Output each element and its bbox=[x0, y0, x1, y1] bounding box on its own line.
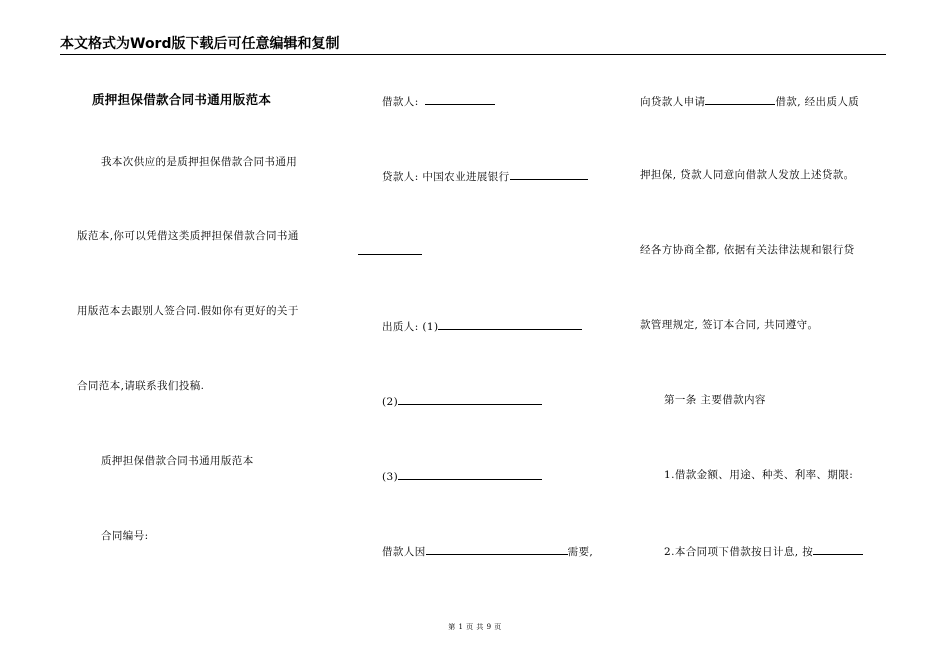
borrower-need-line bbox=[382, 543, 593, 559]
pledger-2-blank bbox=[398, 393, 542, 405]
pledger-1-label: 出质人: (1) bbox=[382, 321, 439, 333]
lender-line bbox=[382, 168, 588, 184]
regulation-line: 款管理规定, 签订本合同, 共同遵守。 bbox=[640, 319, 819, 331]
pledger-3-label: (3) bbox=[382, 471, 399, 483]
intro-line-1: 我本次供应的是质押担保借款合同书通用 bbox=[101, 156, 298, 168]
lender-continuation-blank bbox=[358, 243, 422, 255]
application-amount-blank bbox=[705, 93, 775, 105]
pledger-2-line bbox=[382, 393, 542, 409]
intro-line-2: 版范本,你可以凭借这类质押担保借款合同书通 bbox=[77, 230, 299, 242]
pledger-2-label: (2) bbox=[382, 396, 399, 408]
header-rule bbox=[60, 54, 886, 55]
article-1-heading: 第一条 主要借款内容 bbox=[664, 394, 766, 406]
intro-line-3: 用版范本去跟别人签合同.假如你有更好的关于 bbox=[77, 305, 299, 317]
borrower-line bbox=[382, 93, 495, 109]
document-title: 质押担保借款合同书通用版范本 bbox=[92, 92, 272, 107]
clause-2-text: 2.本合同项下借款按日计息, 按 bbox=[664, 546, 814, 558]
application-suffix: 借款, 经出质人质 bbox=[775, 96, 860, 108]
clause-2 bbox=[664, 543, 863, 559]
guarantee-line: 押担保, 贷款人同意向借款人发放上述贷款。 bbox=[640, 169, 855, 181]
pledger-1-blank bbox=[438, 318, 582, 330]
application-prefix: 向贷款人申请 bbox=[640, 96, 706, 108]
contract-number-label: 合同编号: bbox=[101, 530, 149, 542]
borrower-need-blank bbox=[426, 543, 568, 555]
intro-line-4: 合同范本,请联系我们投稿. bbox=[77, 380, 205, 392]
contract-subtitle: 质押担保借款合同书通用版范本 bbox=[101, 455, 254, 467]
lender-blank bbox=[510, 168, 588, 180]
borrower-label: 借款人: bbox=[382, 96, 419, 108]
lender-continuation-line bbox=[358, 243, 422, 259]
page-number: 第 1 页 共 9 页 bbox=[448, 623, 502, 631]
borrower-blank bbox=[425, 93, 495, 105]
agreement-line: 经各方协商全都, 依据有关法律法规和银行贷 bbox=[640, 244, 855, 256]
borrower-need-suffix: 需要, bbox=[567, 546, 594, 558]
clause-2-blank bbox=[813, 543, 863, 555]
clause-1: 1.借款金额、用途、种类、利率、期限: bbox=[664, 469, 854, 481]
pledger-3-line bbox=[382, 468, 542, 484]
borrower-need-prefix: 借款人因 bbox=[382, 546, 426, 558]
document-header: 本文格式为Word版下载后可任意编辑和复制 bbox=[60, 36, 340, 52]
application-line bbox=[640, 93, 859, 109]
pledger-1-line bbox=[382, 318, 582, 334]
lender-label: 贷款人: 中国农业进展银行 bbox=[382, 171, 510, 183]
pledger-3-blank bbox=[398, 468, 542, 480]
